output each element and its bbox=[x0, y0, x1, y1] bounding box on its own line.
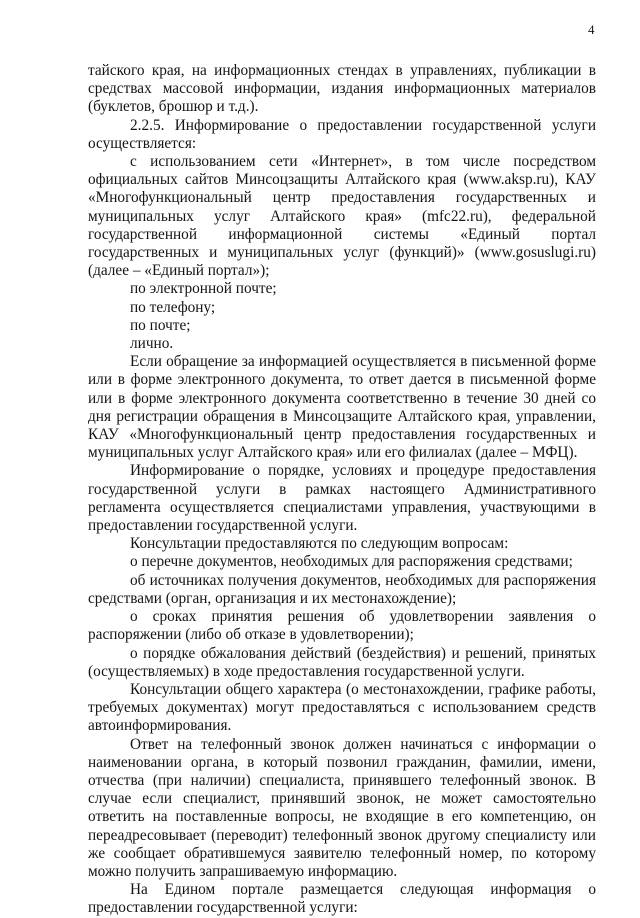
paragraph: Ответ на телефонный звонок должен начинаться с информации о наименовании органа, в который позвонил гражданин, фамилии, имени, отчества (при наличии) специалиста, принявшего телефонный звонок. В случае если специалист, принявший звонок, не может самостоятельно ответить на поставленные вопросы, не входящие в его компетенцию, он переадресовывает (переводит) телефонный звонок другому специалисту или же сообщает обратившемуся заявителю телефонный номер, по которому можно получить запрашиваемую информацию. bbox=[88, 735, 596, 880]
paragraph: Если обращение за информацией осуществляется в письменной форме или в форме электронного документа, то ответ дается в письменной форме или в форме электронного документа соответственно в течение 30 дней со дня регистрации обращения в Минсоцзащите Алтайского края, управлении, КАУ «Многофункциональный центр предоставления государственных и муниципальных услуг Алтайского края» или его филиалах (далее – МФЦ). bbox=[88, 353, 596, 462]
page-number: 4 bbox=[588, 22, 595, 37]
paragraph: Консультации предоставляются по следующим вопросам: bbox=[130, 535, 509, 553]
body-text bbox=[88, 62, 596, 918]
paragraph: Информирование о порядке, условиях и процедуре предоставления государственной услуги в рамках настоящего Административного регламента осуществляется специалистами управления, участвующими в предоставлении государственной услуги. bbox=[88, 462, 596, 535]
paragraph: Консультации общего характера (о местонахождении, графике работы, требуемых документах) могут предоставляться с использованием средств автоинформирования. bbox=[88, 680, 596, 735]
paragraph: об источниках получения документов, необходимых для распоряжения средствами (орган, организация и их местонахождение); bbox=[88, 571, 596, 607]
paragraph: по электронной почте; bbox=[130, 280, 277, 298]
paragraph: о порядке обжалования действий (бездействия) и решений, принятых (осуществляемых) в ходе предоставления государственной услуги. bbox=[88, 644, 596, 680]
paragraph: о сроках принятия решения об удовлетворении заявления о распоряжении (либо об отказе в удовлетворении); bbox=[88, 608, 596, 644]
paragraph: с использованием сети «Интернет», в том числе посредством официальных сайтов Минсоцзащиты Алтайского края (www.aksp.ru), КАУ «Многофункциональный центр предоставления государственных и муниципальных услуг Алтайского края» (mfc22.ru), федеральной государственной информационной системы «Единый портал государственных и муниципальных услуг (функций)» (www.gosuslugi.ru) (далее – «Единый портал»); bbox=[88, 153, 596, 280]
paragraph: 2.2.5. Информирование о предоставлении государственной услуги осуществляется: bbox=[88, 116, 596, 152]
paragraph: тайского края, на информационных стендах в управлениях, публикации в средствах массовой информации, издания информационных материалов (буклетов, брошюр и т.д.). bbox=[88, 62, 596, 116]
paragraph: о перечне документов, необходимых для распоряжения средствами; bbox=[130, 553, 573, 571]
paragraph: по почте; bbox=[130, 316, 191, 334]
paragraph: лично. bbox=[130, 335, 174, 353]
paragraph: по телефону; bbox=[130, 298, 216, 316]
paragraph: На Едином портале размещается следующая информация о предоставлении государственной услуги: bbox=[88, 881, 596, 917]
